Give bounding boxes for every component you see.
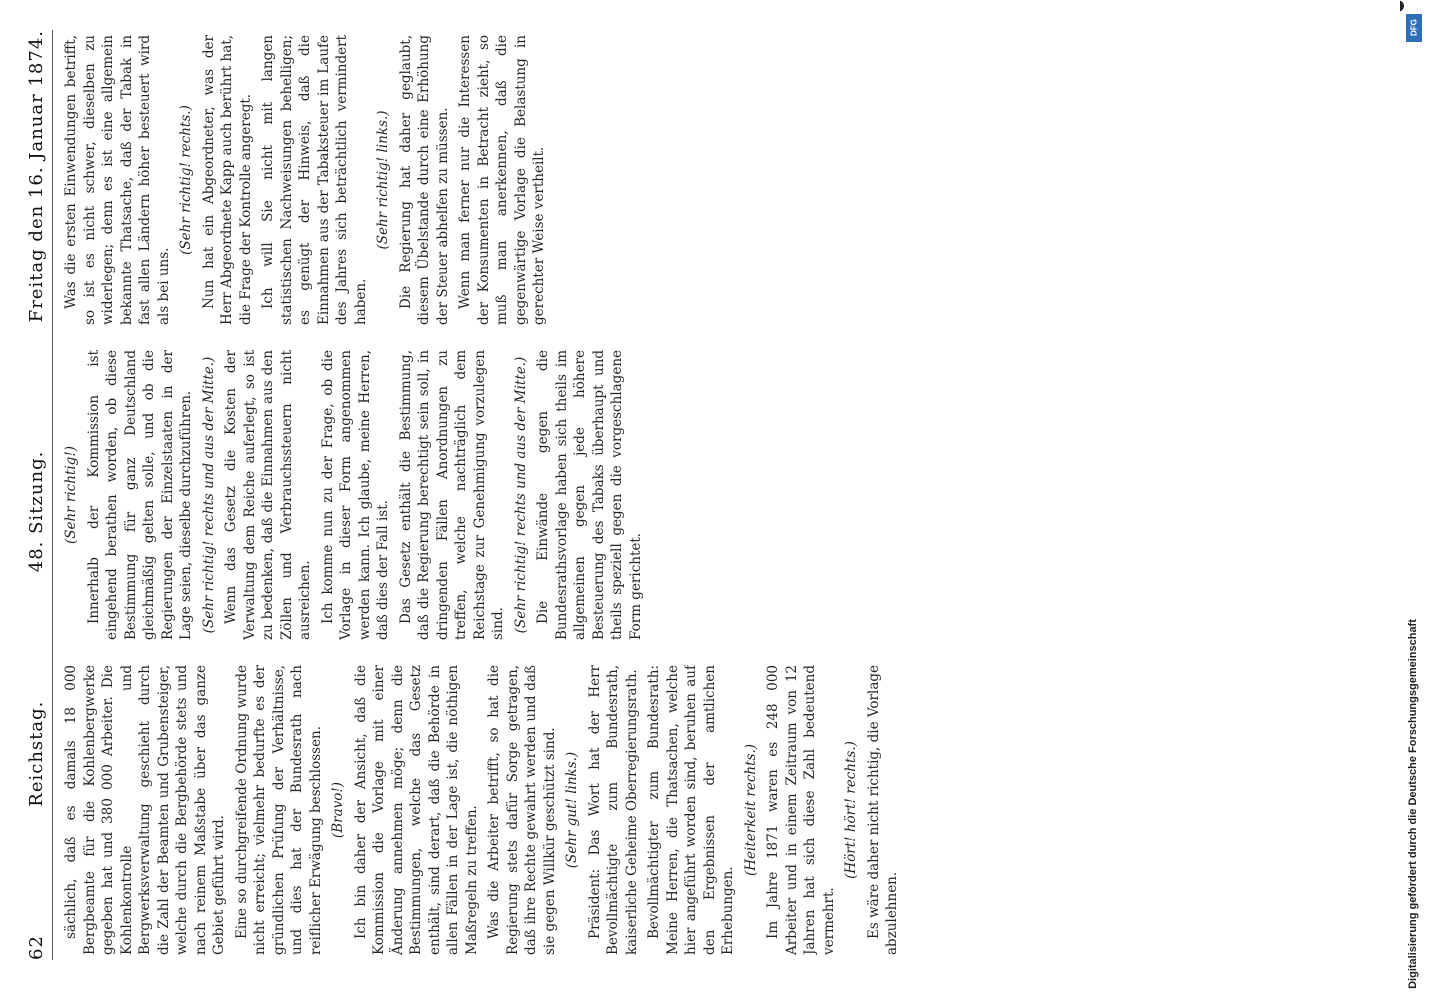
interjection: (Sehr richtig! rechts und aus der Mitte.) bbox=[200, 356, 217, 634]
paragraph: Bevollmächtigter zum Bundesrath: Meine Herren, die Thatsachen, welche hier angeführt worden sind, beruhen auf den Ergebnissen der amtlichen Erhebungen. bbox=[646, 665, 736, 955]
text-column-right bbox=[62, 35, 1382, 325]
paragraph: Ich bin daher der Ansicht, daß die Kommission die Vorlage mit einer Änderung annehmen möge; denn die Bestimmungen, welche das Gesetz enthält, sind derart, daß die Behörde in allen Fällen in der Lage ist, die nöthigen Maßregeln zu treffen. bbox=[352, 665, 480, 955]
paragraph: Das Gesetz enthält die Bestimmung, daß die Regierung berechtigt sein soll, in dringenden Fällen Anordnungen zu treffen, welche nachträglich dem Reichstage zur Genehmigung vorzulegen sind. bbox=[397, 350, 506, 640]
dfg-logo: DFG bbox=[1406, 14, 1422, 42]
paragraph: Nun hat ein Abgeordneter, was der Herr Abgeordnete Kapp auch berührt hat, die Frage der Kontrolle angeregt. bbox=[200, 35, 254, 325]
digitization-credit bbox=[1402, 0, 1424, 1000]
paragraph: Ich komme nun zu der Frage, ob die Vorlage in dieser Form angenommen werden kann. Ich glaube, meine Herren, daß dies der Fall ist. bbox=[319, 350, 391, 640]
interjection: (Hört! hört! rechts.) bbox=[843, 741, 859, 879]
paragraph: Präsident: Das Wort hat der Herr Bevollmächtigte zum Bundesrath, kaiserliche Geheime Oberregierungsrath. bbox=[586, 665, 640, 955]
paragraph: Im Jahre 1871 waren es 248 000 Arbeiter und in einem Zeitraum von 12 Jahren hat sich diese Zahl bedeutend vermehrt. bbox=[765, 665, 837, 955]
interjection: (Sehr richtig!) bbox=[63, 445, 79, 545]
paragraph: Innerhalb der Kommission ist eingehend berathen worden, ob diese Bestimmung für ganz Deutschland gleichmäßig gelten solle, und ob die Regierungen der Einzelstaaten in der Lage seien, dieselbe durchzuführen. bbox=[85, 350, 194, 640]
interjection: (Sehr richtig! rechts.) bbox=[178, 105, 194, 255]
paragraph: Wenn das Gesetz die Kosten der Verwaltung dem Reiche auferlegt, so ist zu bedenken, daß die Einnahmen aus den Zöllen und Verbrauchssteuern nicht ausreichen. bbox=[223, 350, 313, 640]
interjection: (Sehr richtig! rechts und aus der Mitte.) bbox=[512, 356, 529, 634]
interjection: (Sehr richtig! links.) bbox=[375, 110, 391, 250]
paragraph: Was die Arbeiter betrifft, so hat die Regierung stets dafür Sorge getragen, daß ihre Rechte gewahrt werden und daß sie gegen Willkür geschützt sind. bbox=[486, 665, 558, 955]
paragraph: sächlich, daß es damals 18 000 Bergbeamte für die Kohlenbergwerke gegeben hat und 380 000 Arbeiter. Die Kohlenkontrolle und Bergwerksverwaltung geschieht durch die Zahl der Beamten und Grubensteiger, welche durch die Bergbehörde stets und nach reinem Maßstabe über das ganze Gebiet geführt wird. bbox=[63, 665, 227, 955]
interjection: (Heiterkeit rechts.) bbox=[742, 743, 759, 877]
session-label: 48. Sitzung. bbox=[25, 450, 47, 573]
credit-text: Digitalisierung gefördert durch die Deutsche Forschungsgemeinschaft bbox=[1407, 619, 1420, 989]
paragraph: Die Regierung hat daher geglaubt, diesem Übelstande durch eine Erhöhung der Steuer abhelfen zu müssen. bbox=[397, 35, 451, 325]
text-column-left bbox=[62, 665, 1382, 955]
paragraph: Was die ersten Einwendungen betrifft, so ist es nicht schwer, dieselben zu widerlegen; denn es ist eine allgemein bekannte Thatsache, daß der Tabak in fast allen Ländern höher besteuert wird als bei uns. bbox=[63, 35, 172, 325]
paragraph: Ich will Sie nicht mit langen statistischen Nachweisungen behelligen; es genügt der Hinweis, daß die Einnahmen aus der Tabaksteuer im Laufe des Jahres sich beträchtlich vermindert haben. bbox=[260, 35, 369, 325]
paragraph: Es wäre daher nicht richtig, die Vorlage abzulehnen. bbox=[865, 665, 900, 955]
interjection: (Sehr gut! links.) bbox=[564, 751, 580, 869]
paragraph: Eine so durchgreifende Ordnung wurde nicht erreicht; vielmehr bedurfte es der gründlichen Prüfung der Verhältnisse, und dies hat der Bundesrath nach reiflicher Erwägung beschlossen. bbox=[233, 665, 324, 955]
paragraph: Die Einwände gegen die Bundesrathsvorlage haben sich theils im allgemeinen gegen jede höhere Besteuerung des Tabaks überhaupt und theils speziell gegen die vorgeschlagene Form gerichtet. bbox=[535, 350, 644, 640]
page-number: 62 bbox=[25, 935, 47, 960]
session-date: Freitag den 16. Januar 1874. bbox=[25, 30, 47, 323]
interjection: (Bravo!) bbox=[330, 781, 346, 839]
publication-title: Reichstag. bbox=[25, 700, 47, 807]
paragraph: Wenn man ferner nur die Interessen der Konsumenten in Betracht zieht, so muß man anerkennen, daß die gegenwärtige Vorlage die Belastung in gerechter Weise vertheilt. bbox=[457, 35, 547, 325]
text-column-middle bbox=[62, 350, 1382, 640]
page-header bbox=[20, 30, 53, 960]
